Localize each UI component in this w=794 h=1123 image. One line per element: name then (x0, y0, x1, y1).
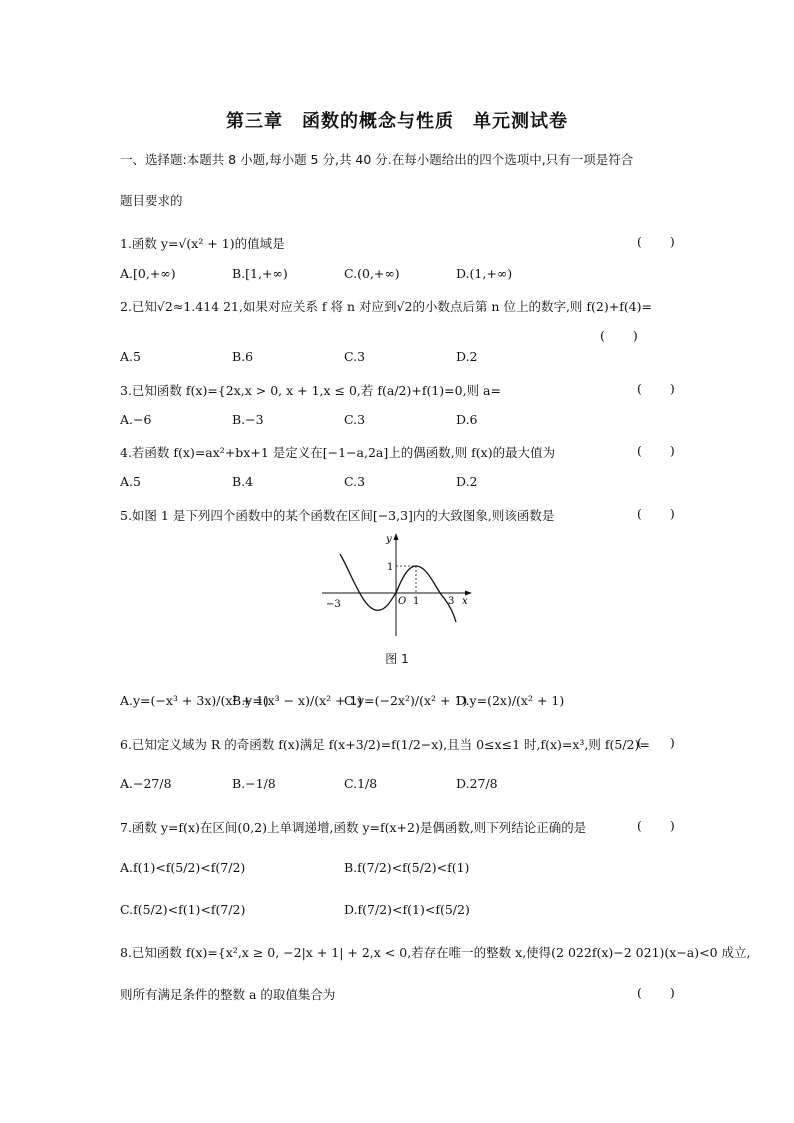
answer-paren-4: ( ) (637, 443, 687, 458)
option-1b: B.[1,+∞) (232, 266, 288, 281)
option-5a: A.y=(−x³ + 3x)/(x² + 1) (120, 693, 269, 708)
option-2c: C.3 (344, 349, 366, 364)
function-graph (318, 530, 478, 640)
curve (340, 554, 456, 622)
option-3d: D.6 (456, 412, 478, 427)
question-7: 7.函数 y=f(x)在区间(0,2)上单调递增,函数 y=f(x+2)是偶函数,则下列结论正确的是 (120, 820, 587, 835)
figure-caption: 图 1 (385, 652, 409, 666)
y-axis-arrow (394, 533, 399, 540)
section-heading: 一、选择题:本题共 8 小题,每小题 5 分,共 40 分.在每小题给出的四个选项中,只有一项是符合 (120, 152, 634, 167)
option-2a: A.5 (120, 349, 141, 364)
option-4d: D.2 (456, 474, 478, 489)
option-5c: C.y=(−2x²)/(x² + 1) (344, 693, 468, 708)
question-4: 4.若函数 f(x)=ax²+bx+1 是定义在[−1−a,2a]上的偶函数,则 f(x)的最大值为 (120, 445, 556, 460)
option-5d: D.y=(2x)/(x² + 1) (456, 693, 565, 708)
question-8: 8.已知函数 f(x)={x²,x ≥ 0, −2|x + 1| + 2,x < 0,若存在唯一的整数 x,使得(2 022f(x)−2 021)(x−a)<0 成立, (120, 945, 751, 960)
answer-paren-3: ( ) (637, 381, 687, 396)
tick-3: 3 (448, 596, 455, 607)
option-6d: D.27/8 (456, 776, 498, 791)
x-label: x (462, 596, 468, 607)
option-4b: B.4 (232, 474, 254, 489)
answer-paren-6: ( ) (637, 735, 687, 750)
option-3b: B.−3 (232, 412, 264, 427)
question-2: 2.已知√2≈1.414 21,如果对应关系 f 将 n 对应到√2的小数点后第 n 位上的数字,则 f(2)+f(4)= (120, 299, 653, 314)
question-8-cont: 则所有满足条件的整数 a 的取值集合为 (120, 987, 336, 1002)
answer-paren-2: ( ) (600, 328, 650, 343)
question-5: 5.如图 1 是下列四个函数中的某个函数在区间[−3,3]内的大致图象,则该函数是 (120, 508, 555, 523)
tick-y1: 1 (387, 562, 394, 573)
page-title: 第三章 函数的概念与性质 单元测试卷 (226, 111, 568, 132)
tick-neg3: −3 (326, 599, 341, 610)
option-6b: B.−1/8 (232, 776, 276, 791)
option-3c: C.3 (344, 412, 366, 427)
option-4a: A.5 (120, 474, 141, 489)
option-1d: D.(1,+∞) (456, 266, 513, 281)
answer-paren-1: ( ) (637, 234, 687, 249)
option-3a: A.−6 (120, 412, 152, 427)
question-1: 1.函数 y=√(x² + 1)的值域是 (120, 236, 285, 251)
option-4c: C.3 (344, 474, 366, 489)
answer-paren-5: ( ) (637, 506, 687, 521)
option-1c: C.(0,+∞) (344, 266, 400, 281)
origin-label: O (398, 596, 407, 607)
answer-paren-8: ( ) (637, 985, 687, 1000)
option-2d: D.2 (456, 349, 478, 364)
question-3: 3.已知函数 f(x)={2x,x > 0, x + 1,x ≤ 0,若 f(a/2)+f(1)=0,则 a= (120, 383, 501, 398)
question-6: 6.已知定义域为 R 的奇函数 f(x)满足 f(x+3/2)=f(1/2−x),且当 0≤x≤1 时,f(x)=x³,则 f(5/2)= (120, 737, 650, 752)
option-7b: B.f(7/2)<f(5/2)<f(1) (344, 860, 470, 875)
option-7a: A.f(1)<f(5/2)<f(7/2) (120, 860, 246, 875)
y-label: y (386, 534, 392, 545)
answer-paren-7: ( ) (637, 818, 687, 833)
x-axis-arrow (465, 591, 472, 596)
option-7d: D.f(7/2)<f(1)<f(5/2) (344, 902, 470, 917)
option-6a: A.−27/8 (120, 776, 172, 791)
option-2b: B.6 (232, 349, 254, 364)
option-7c: C.f(5/2)<f(1)<f(7/2) (120, 902, 246, 917)
option-5b: B.y=(x³ − x)/(x² + 1) (232, 693, 363, 708)
option-6c: C.1/8 (344, 776, 378, 791)
section-heading-cont: 题目要求的 (120, 193, 183, 208)
tick-1: 1 (413, 596, 420, 607)
option-1a: A.[0,+∞) (120, 266, 176, 281)
